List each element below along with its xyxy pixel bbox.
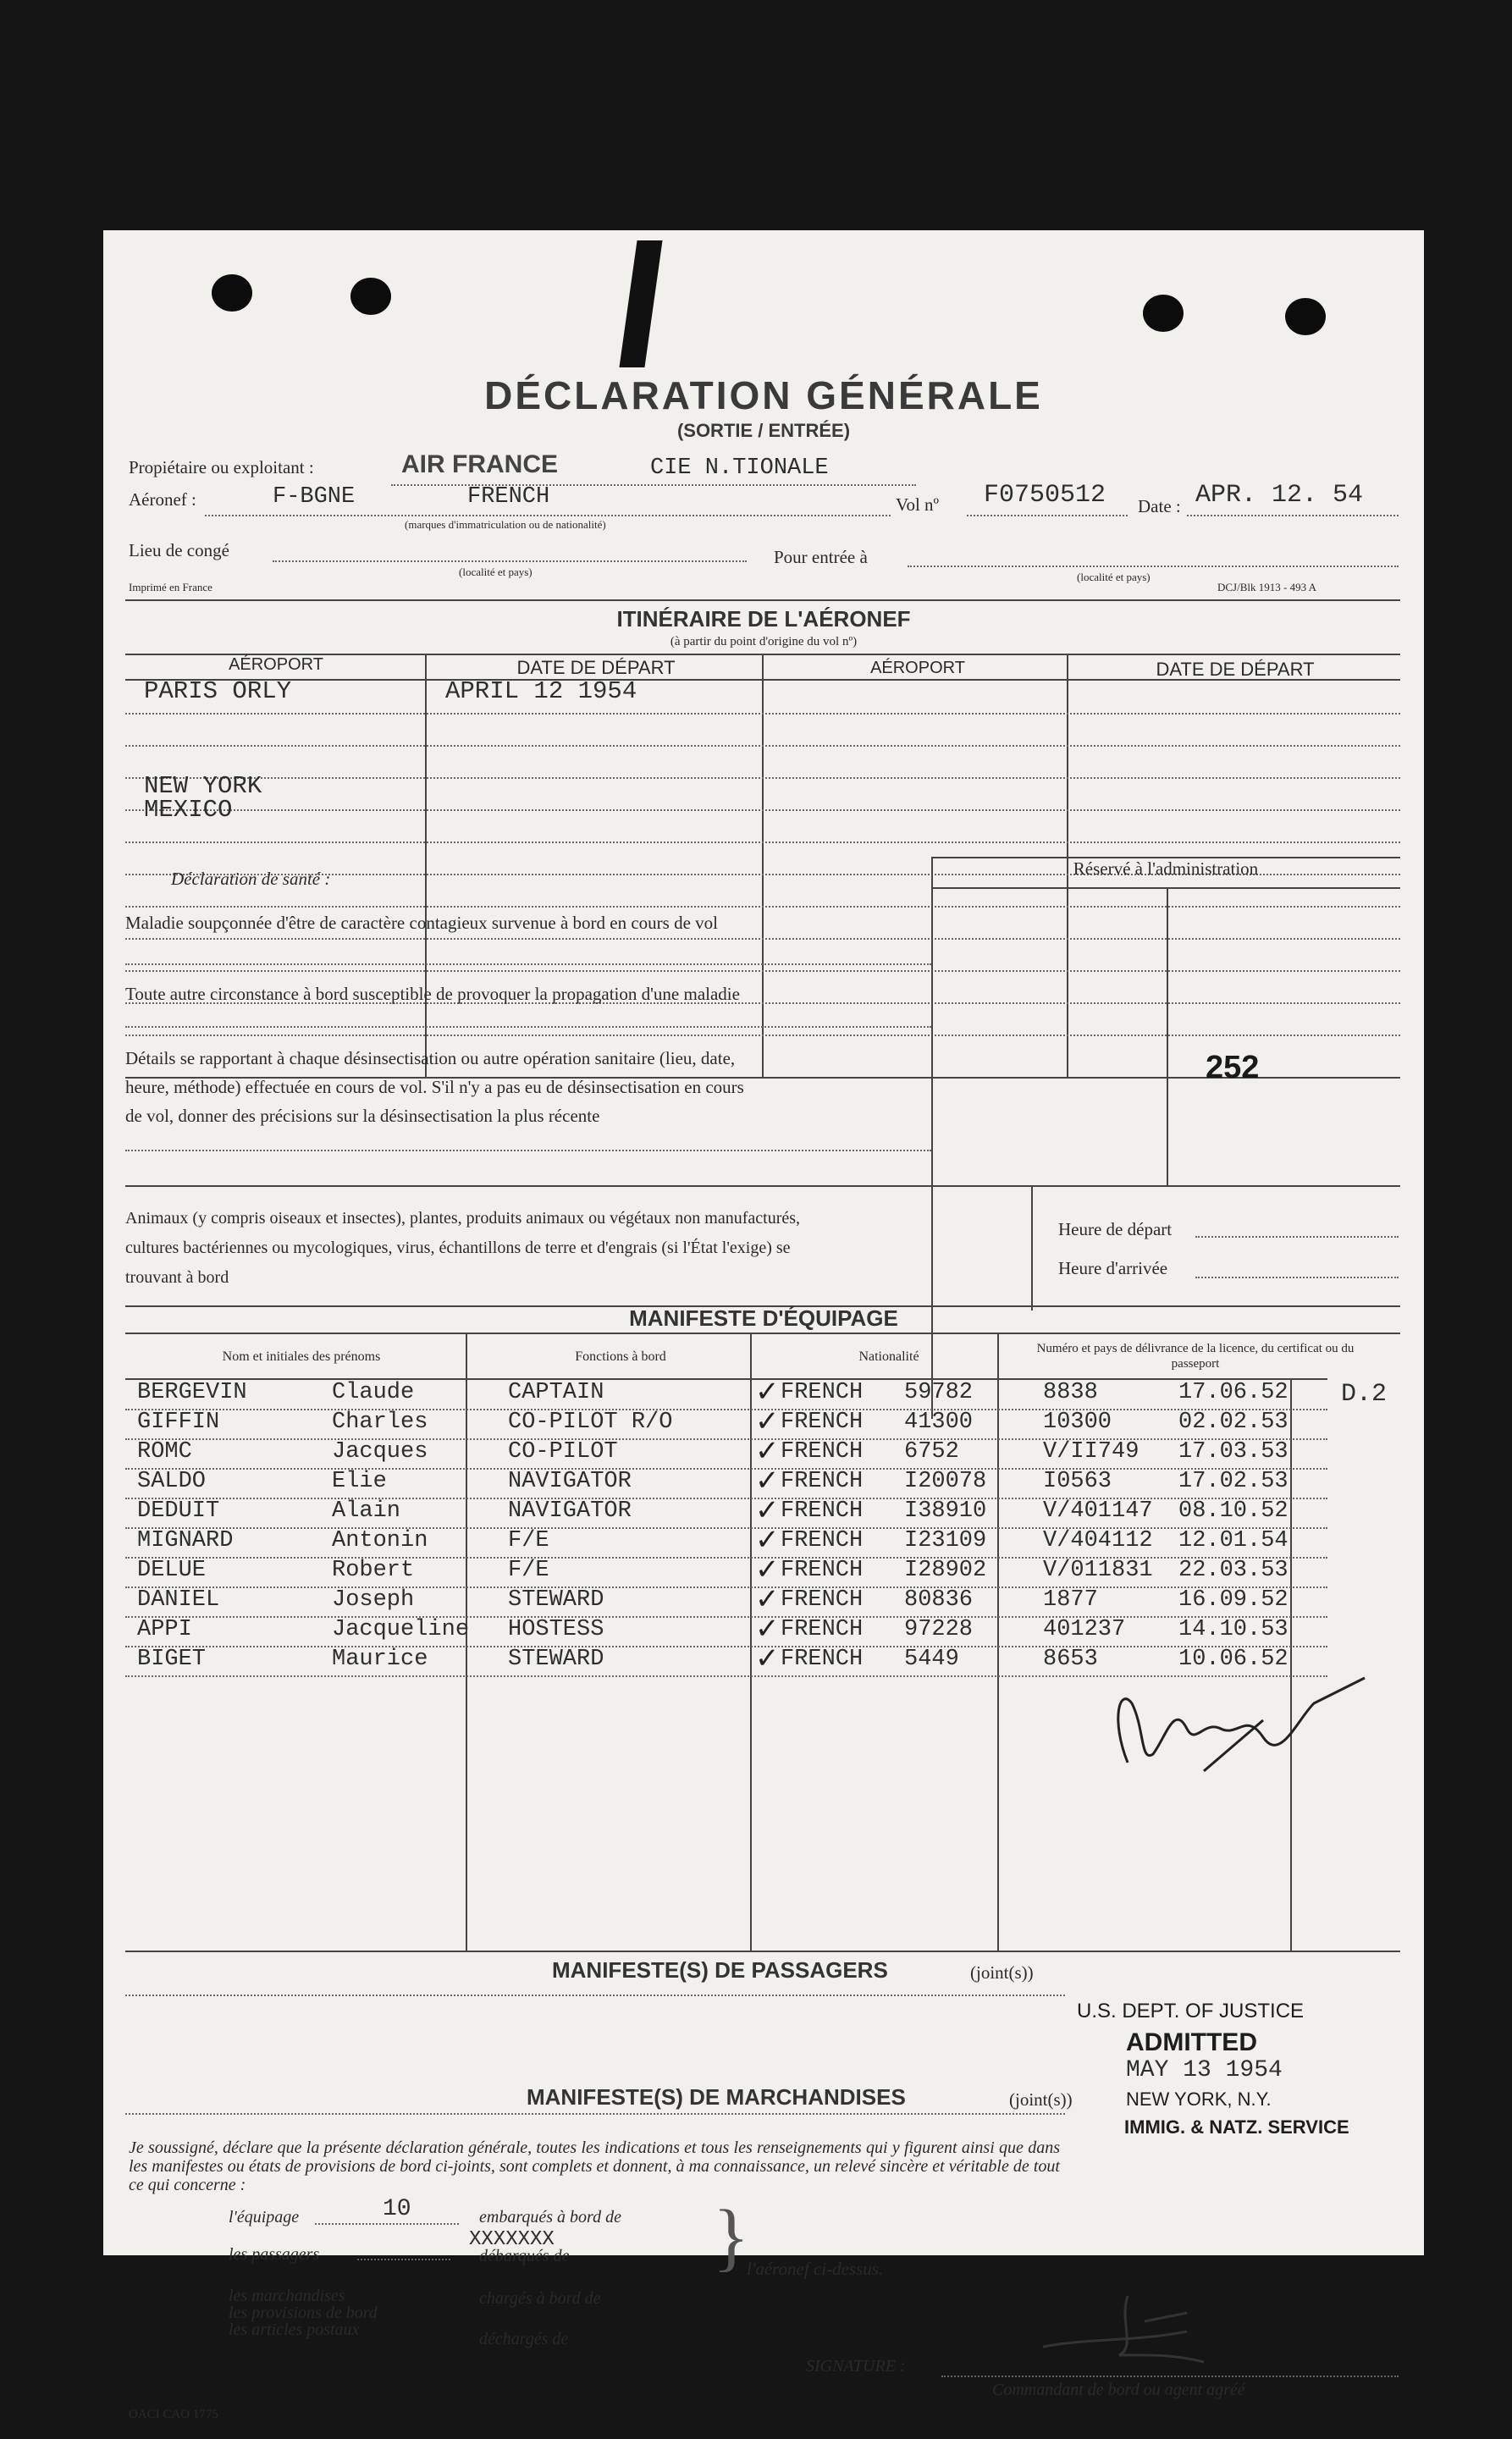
embarked-label: embarqués à bord de: [479, 2208, 621, 2227]
crew-cell-surname: BERGEVIN: [137, 1380, 247, 1405]
departure-time-label: Heure de départ: [1058, 1219, 1173, 1239]
punch-hole: [350, 278, 391, 315]
rule: [125, 745, 1400, 747]
crew-cell-first: Alain: [332, 1498, 401, 1524]
crew-cell-nationality: FRENCH: [781, 1498, 864, 1524]
crew-cell-first: Jacqueline: [332, 1617, 470, 1642]
rule: [125, 970, 1400, 972]
disembarked-label: débarqués de: [479, 2247, 570, 2265]
col-license: Numéro et pays de délivrance de la licence, du certificat ou du passeport: [1036, 1342, 1355, 1371]
declaration-text: Je soussigné, déclare que la présente déclaration générale, toutes les indications et tous les renseignements qui y figurent ainsi que dans les manifestes ou états de provisions de bord ci-joints, sont complets et donnent, à ma connaissance, un relevé sincère et véritable de tout ce qui concerne :: [129, 2138, 1060, 2194]
crew-cell-function: HOSTESS: [508, 1617, 604, 1642]
crew-cell-id: 5449: [904, 1647, 959, 1672]
crew-cell-nationality: FRENCH: [781, 1469, 864, 1494]
crew-cell-id: 80836: [904, 1587, 974, 1613]
crew-cell-function: STEWARD: [508, 1587, 604, 1613]
health-line: Animaux (y compris oiseaux et insectes), plantes, produits animaux ou végétaux non manufacturés,: [125, 1209, 801, 1228]
crew-cell-function: F/E: [508, 1558, 549, 1583]
signature-role: Commandant de bord ou agent agréé: [992, 2381, 1245, 2399]
crew-cell-date: 10.06.52: [1178, 1647, 1289, 1672]
locality-note: (localité et pays): [459, 566, 533, 578]
checkmark-icon: ✓: [755, 1525, 780, 1556]
checkmark-icon: ✓: [755, 1436, 780, 1467]
crew-cell-license: V/011831: [1043, 1558, 1153, 1583]
goods-label: les marchandises: [229, 2287, 345, 2305]
rule: [1195, 1236, 1399, 1238]
crew-cell-license: V/II749: [1043, 1439, 1140, 1465]
signature-label: SIGNATURE :: [806, 2357, 906, 2376]
rule: [315, 2223, 459, 2225]
crew-cell-id: I23109: [904, 1528, 987, 1553]
checkmark-icon: ✓: [755, 1584, 780, 1615]
form-footer: OACI CAO 1775: [129, 2408, 218, 2421]
col-divider: [762, 654, 764, 1077]
rule: [125, 809, 1400, 811]
itinerary-title: ITINÉRAIRE DE L'AÉRONEF: [616, 606, 911, 632]
postal-label: les articles postaux: [229, 2320, 360, 2339]
aircraft-reference: l'aéronef ci-dessus.: [747, 2259, 884, 2279]
col-airport-2: AÉROPORT: [870, 659, 965, 677]
stamp-line: MAY 13 1954: [1126, 2057, 1283, 2083]
passengers-joint: (joint(s)): [970, 1962, 1034, 1983]
aircraft-nationality: FRENCH: [467, 484, 550, 510]
crew-cell-license: 401237: [1043, 1617, 1126, 1642]
col-divider: [425, 654, 427, 1077]
margin-note: D.2: [1341, 1380, 1388, 1409]
crew-cell-surname: GIFFIN: [137, 1410, 220, 1435]
crew-cell-id: I28902: [904, 1558, 987, 1583]
checkmark-icon: ✓: [755, 1554, 780, 1586]
rule: [125, 1586, 1327, 1588]
crew-cell-date: 17.03.53: [1178, 1439, 1289, 1465]
checkmark-icon: ✓: [755, 1406, 780, 1437]
stamp-line: U.S. DEPT. OF JUSTICE: [1077, 2000, 1305, 2022]
rule: [125, 599, 1400, 601]
crew-cell-first: Jacques: [332, 1439, 428, 1465]
itinerary-airport: NEW YORK: [144, 772, 262, 800]
rule: [125, 842, 1400, 843]
rule: [941, 2376, 1399, 2377]
signature-scribble: [1035, 2287, 1255, 2372]
crew-cell-id: I20078: [904, 1469, 987, 1494]
checkmark-icon: ✓: [755, 1377, 780, 1408]
crew-cell-date: 14.10.53: [1178, 1617, 1289, 1642]
page-subtitle: (SORTIE / ENTRÉE): [676, 420, 851, 441]
crew-cell-nationality: FRENCH: [781, 1587, 864, 1613]
binding-mark: [619, 240, 662, 367]
rule: [125, 1438, 1327, 1440]
rule: [205, 515, 891, 516]
crew-cell-license: I0563: [1043, 1469, 1112, 1494]
crew-cell-date: 17.02.53: [1178, 1469, 1289, 1494]
crew-cell-nationality: FRENCH: [781, 1439, 864, 1465]
crew-cell-function: CO-PILOT R/O: [508, 1410, 673, 1435]
crew-cell-date: 16.09.52: [1178, 1587, 1289, 1613]
rule: [125, 1035, 1400, 1036]
rule: [125, 1995, 1065, 1996]
itinerary-airport: PARIS ORLY: [144, 677, 292, 705]
crew-cell-function: NAVIGATOR: [508, 1498, 632, 1524]
rule: [1195, 1277, 1399, 1278]
col-divider: [750, 1333, 752, 1951]
crew-cell-date: 17.06.52: [1178, 1380, 1289, 1405]
crew-count: 10: [383, 2196, 411, 2222]
rule: [931, 887, 1400, 889]
rule: [125, 1378, 1327, 1380]
crew-cell-license: 10300: [1043, 1410, 1112, 1435]
itinerary-airport: MEXICO: [144, 796, 233, 824]
col-nationality: Nationalité: [858, 1349, 919, 1364]
health-line: Maladie soupçonnée d'être de caractère contagieux survenue à bord en cours de vol: [125, 913, 718, 933]
itinerary-date: APRIL 12 1954: [445, 677, 637, 705]
provisions-label: les provisions de bord: [229, 2304, 378, 2322]
crew-cell-license: 8838: [1043, 1380, 1098, 1405]
rule: [357, 2259, 450, 2260]
crew-cell-date: 08.10.52: [1178, 1498, 1289, 1524]
crew-cell-surname: BIGET: [137, 1647, 207, 1672]
goods-labels: [229, 2287, 378, 2338]
health-title: Déclaration de santé :: [171, 869, 331, 889]
cargo-title: MANIFESTE(S) DE MARCHANDISES: [527, 2084, 906, 2110]
rule: [125, 1616, 1327, 1618]
crew-cell-id: 41300: [904, 1410, 974, 1435]
crew-cell-surname: MIGNARD: [137, 1528, 234, 1553]
animals-text: [125, 1204, 1048, 1293]
rule: [125, 1150, 931, 1151]
stamp-line: IMMIG. & NATZ. SERVICE: [1124, 2116, 1349, 2138]
brace: }: [713, 2195, 750, 2279]
entry-place-label: Pour entrée à: [774, 547, 868, 567]
crew-cell-nationality: FRENCH: [781, 1528, 864, 1553]
rule: [125, 1026, 931, 1028]
punch-hole: [1143, 295, 1184, 332]
checkmark-icon: ✓: [755, 1495, 780, 1526]
crew-cell-license: V/401147: [1043, 1498, 1153, 1524]
rule: [125, 1333, 1400, 1334]
crew-cell-function: F/E: [508, 1528, 549, 1553]
admin-number: 252: [1206, 1050, 1260, 1085]
crew-cell-first: Maurice: [332, 1647, 428, 1672]
col-divider: [1167, 887, 1168, 1185]
rule: [273, 560, 747, 562]
crew-cell-date: 12.01.54: [1178, 1528, 1289, 1553]
health-line: cultures bactériennes ou mycologiques, virus, échantillons de terre et d'engrais (si l'État l'exige) se: [125, 1239, 791, 1257]
rule: [125, 713, 1400, 715]
crew-cell-nationality: FRENCH: [781, 1647, 864, 1672]
col-divider: [1031, 1185, 1033, 1311]
health-line: Détails se rapportant à chaque désinsectisation ou autre opération sanitaire (lieu, date,: [125, 1048, 736, 1068]
flight-label: Vol nº: [896, 494, 940, 515]
unloaded-label: déchargés de: [479, 2330, 569, 2348]
crew-title: MANIFESTE D'ÉQUIPAGE: [629, 1305, 898, 1331]
checkmark-icon: ✓: [755, 1465, 780, 1497]
passengers-count-label: les passagers: [229, 2245, 320, 2264]
col-divider: [1290, 1378, 1292, 1951]
crew-cell-id: 97228: [904, 1617, 974, 1642]
crew-cell-first: Charles: [332, 1410, 428, 1435]
health-line: de vol, donner des précisions sur la désinsectisation la plus récente: [125, 1106, 600, 1126]
col-date-2: DATE DE DÉPART: [1156, 659, 1315, 680]
crew-cell-surname: DANIEL: [137, 1587, 220, 1613]
checkmark-icon: ✓: [755, 1614, 780, 1645]
crew-cell-first: Antonin: [332, 1528, 428, 1553]
departure-place-label: Lieu de congé: [129, 540, 229, 560]
owner-value: AIR FRANCE: [401, 450, 558, 478]
crew-cell-surname: ROMC: [137, 1439, 192, 1465]
crew-cell-first: Robert: [332, 1558, 415, 1583]
col-divider: [931, 857, 933, 1419]
declaration-form: [103, 230, 1424, 2421]
rule: [125, 938, 1400, 940]
crew-cell-nationality: FRENCH: [781, 1410, 864, 1435]
date-label: Date :: [1138, 496, 1181, 516]
punch-hole: [212, 274, 252, 312]
crew-cell-function: CAPTAIN: [508, 1380, 604, 1405]
crew-cell-license: 8653: [1043, 1647, 1098, 1672]
crew-count-label: l'équipage: [229, 2208, 300, 2227]
rule: [125, 1185, 1400, 1187]
passengers-title: MANIFESTE(S) DE PASSAGERS: [552, 1957, 888, 1983]
crew-cell-first: Joseph: [332, 1587, 415, 1613]
rule: [125, 2113, 1065, 2115]
itinerary-subtitle: (à partir du point d'origine du vol nº): [670, 635, 858, 648]
rule: [908, 566, 1399, 567]
owner-value-rest: CIE N.TIONALE: [650, 455, 829, 481]
crew-cell-surname: SALDO: [137, 1469, 207, 1494]
date-value: APR. 12. 54: [1195, 481, 1364, 510]
crew-cell-surname: DELUE: [137, 1558, 207, 1583]
crew-cell-function: NAVIGATOR: [508, 1469, 632, 1494]
crew-cell-nationality: FRENCH: [781, 1558, 864, 1583]
crew-cell-id: I38910: [904, 1498, 987, 1524]
captain-signature: [1094, 1669, 1373, 1788]
rule: [125, 777, 1400, 779]
crew-cell-license: V/404112: [1043, 1528, 1153, 1553]
loaded-label: chargés à bord de: [479, 2289, 601, 2308]
rule: [125, 906, 1400, 908]
immigration-stamp: [1077, 2000, 1415, 2111]
col-airport-1: AÉROPORT: [229, 655, 323, 674]
rule: [125, 963, 931, 965]
form-code: DCJ/Blk 1913 - 493 A: [1217, 581, 1317, 593]
aircraft-note: (marques d'immatriculation ou de nationalité): [405, 518, 606, 531]
printer-line: Imprimé en France: [129, 581, 212, 593]
health-line: trouvant à bord: [125, 1268, 229, 1287]
col-date-1: DATE DE DÉPART: [516, 657, 676, 678]
col-divider: [997, 1333, 999, 1951]
crew-cell-surname: APPI: [137, 1617, 192, 1642]
aircraft-label: Aéronef :: [129, 489, 196, 510]
stamp-line: NEW YORK, N.Y.: [1126, 2089, 1272, 2110]
cargo-joint: (joint(s)): [1009, 2089, 1073, 2110]
crew-cell-date: 22.03.53: [1178, 1558, 1289, 1583]
health-line: Toute autre circonstance à bord susceptible de provoquer la propagation d'une maladie: [125, 984, 740, 1004]
crew-cell-first: Claude: [332, 1380, 415, 1405]
crew-cell-license: 1877: [1043, 1587, 1098, 1613]
arrival-time-label: Heure d'arrivée: [1058, 1258, 1168, 1278]
admin-title: Réservé à l'administration: [1073, 858, 1259, 879]
crew-cell-nationality: FRENCH: [781, 1380, 864, 1405]
health-line: heure, méthode) effectuée en cours de vol. S'il n'y a pas eu de désinsectisation en cours: [125, 1077, 744, 1097]
crew-cell-nationality: FRENCH: [781, 1617, 864, 1642]
rule: [125, 1646, 1327, 1647]
page-title: DÉCLARATION GÉNÉRALE: [484, 373, 1043, 417]
locality-note: (localité et pays): [1077, 571, 1151, 583]
crew-cell-first: Elie: [332, 1469, 387, 1494]
col-function: Fonctions à bord: [575, 1349, 666, 1364]
crew-cell-id: 6752: [904, 1439, 959, 1465]
aircraft-registration: F-BGNE: [273, 484, 356, 510]
rule: [1187, 515, 1399, 516]
crew-cell-surname: DEDUIT: [137, 1498, 220, 1524]
rule: [125, 1468, 1327, 1470]
crew-cell-id: 59782: [904, 1380, 974, 1405]
crew-cell-function: STEWARD: [508, 1647, 604, 1672]
stamp-line: ADMITTED: [1126, 2028, 1257, 2056]
owner-label: Propiétaire ou exploitant :: [129, 457, 314, 477]
crew-cell-date: 02.02.53: [1178, 1410, 1289, 1435]
rule: [967, 515, 1128, 516]
checkmark-icon: ✓: [755, 1643, 780, 1675]
flight-number: F0750512: [984, 481, 1106, 510]
rule: [125, 1409, 1327, 1410]
rule: [125, 1951, 1400, 1952]
crew-cell-function: CO-PILOT: [508, 1439, 618, 1465]
passengers-strike: XXXXXXX: [469, 2228, 555, 2251]
punch-hole: [1285, 298, 1326, 335]
col-name: Nom et initiales des prénoms: [222, 1349, 381, 1364]
